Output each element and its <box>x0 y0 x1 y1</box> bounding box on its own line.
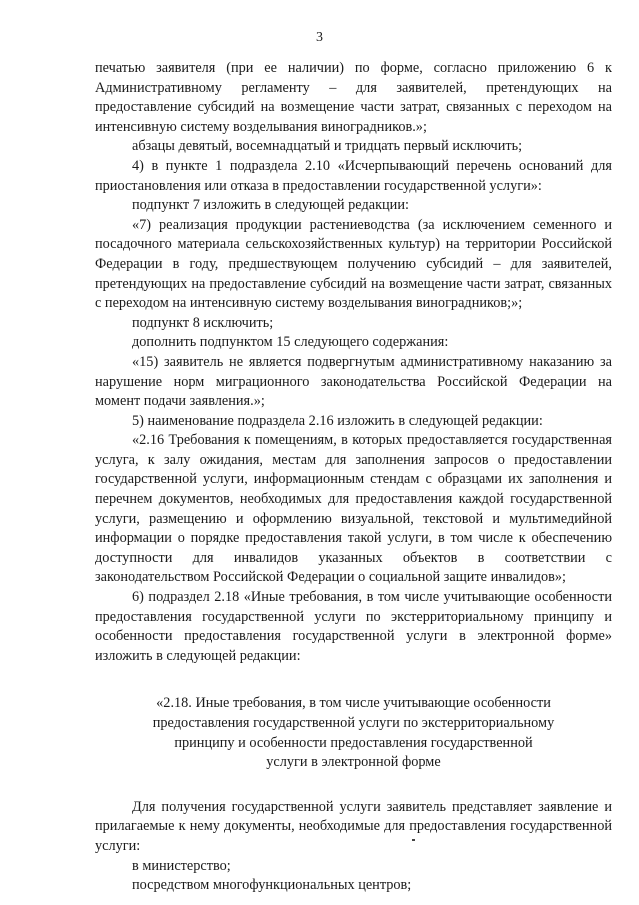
body-text-top <box>95 59 612 666</box>
scan-mark <box>412 839 415 841</box>
document-body <box>95 59 612 896</box>
paragraph: печатью заявителя (при ее наличии) по форме, согласно приложению 6 к Административному регламенту – для заявителей, претендующих на предоставление субсидий на возмещение части затрат, связанных с переходом на интенсивную систему возделывания виноградников.»; <box>95 60 612 135</box>
paragraph: дополнить подпунктом 15 следующего содержания: <box>132 334 449 351</box>
paragraph: подпункт 7 изложить в следующей редакции: <box>132 197 409 214</box>
paragraph: абзацы девятый, восемнадцатый и тридцать первый исключить; <box>132 138 523 155</box>
paragraph: «7) реализация продукции растениеводства (за исключением семенного и посадочного материала сельскохозяйственных культур) на территории Российской Федерации в году, предшествующем получению субсидий – для заявителей, претендующих на предоставление субсидий на возмещение части затрат, связанных с переходом на интенсивную систему возделывания виноградников;»; <box>95 216 612 312</box>
body-text-bottom <box>95 798 612 896</box>
heading-line: принципу и особенности предоставления государственной <box>174 734 533 751</box>
heading-line: услуги в электронной форме <box>266 754 441 771</box>
section-heading-2-18 <box>95 694 612 772</box>
page-number: 3 <box>316 30 323 45</box>
heading-line: «2.18. Иные требования, в том числе учитывающие особенности <box>156 695 551 712</box>
paragraph: посредством многофункциональных центров; <box>132 877 412 894</box>
paragraph: Для получения государственной услуги заявитель представляет заявление и прилагаемые к нему документы, необходимые для предоставления государственной услуги: <box>95 798 612 854</box>
paragraph: 4) в пункте 1 подраздела 2.10 «Исчерпывающий перечень оснований для приостановления или отказа в предоставлении государственной услуги»: <box>95 157 612 194</box>
paragraph: подпункт 8 исключить; <box>132 314 274 331</box>
heading-line: предоставления государственной услуги по экстерриториальному <box>152 715 555 731</box>
paragraph: «2.16 Требования к помещениям, в которых предоставляется государственная услуга, к залу ожидания, местам для заполнения запросов о предоставлении государственной услуги, информационным стендам с образцами их заполнения и перечнем документов, необходимых для предоставления каждой государственной услуги, размещению и оформлению визуальной, текстовой и мультимедийной информации о порядке предоставления такой услуги, в том числе к обеспечению доступности для инвалидов указанных объектов в соответствии с законодательством Российской Федерации о социальной защите инвалидов»; <box>95 432 612 586</box>
paragraph: 5) наименование подраздела 2.16 изложить в следующей редакции: <box>132 412 543 429</box>
paragraph: «15) заявитель не является подвергнутым административному наказанию за нарушение норм миграционного законодательства Российской Федерации на момент подачи заявления.»; <box>95 353 612 410</box>
paragraph: в министерство; <box>132 857 231 874</box>
paragraph: 6) подраздел 2.18 «Иные требования, в том числе учитывающие особенности предоставления государственной услуги по экстерриториальному принципу и особенности предоставления государственной услуги в электронной форме» изложить в следующей редакции: <box>95 589 612 664</box>
